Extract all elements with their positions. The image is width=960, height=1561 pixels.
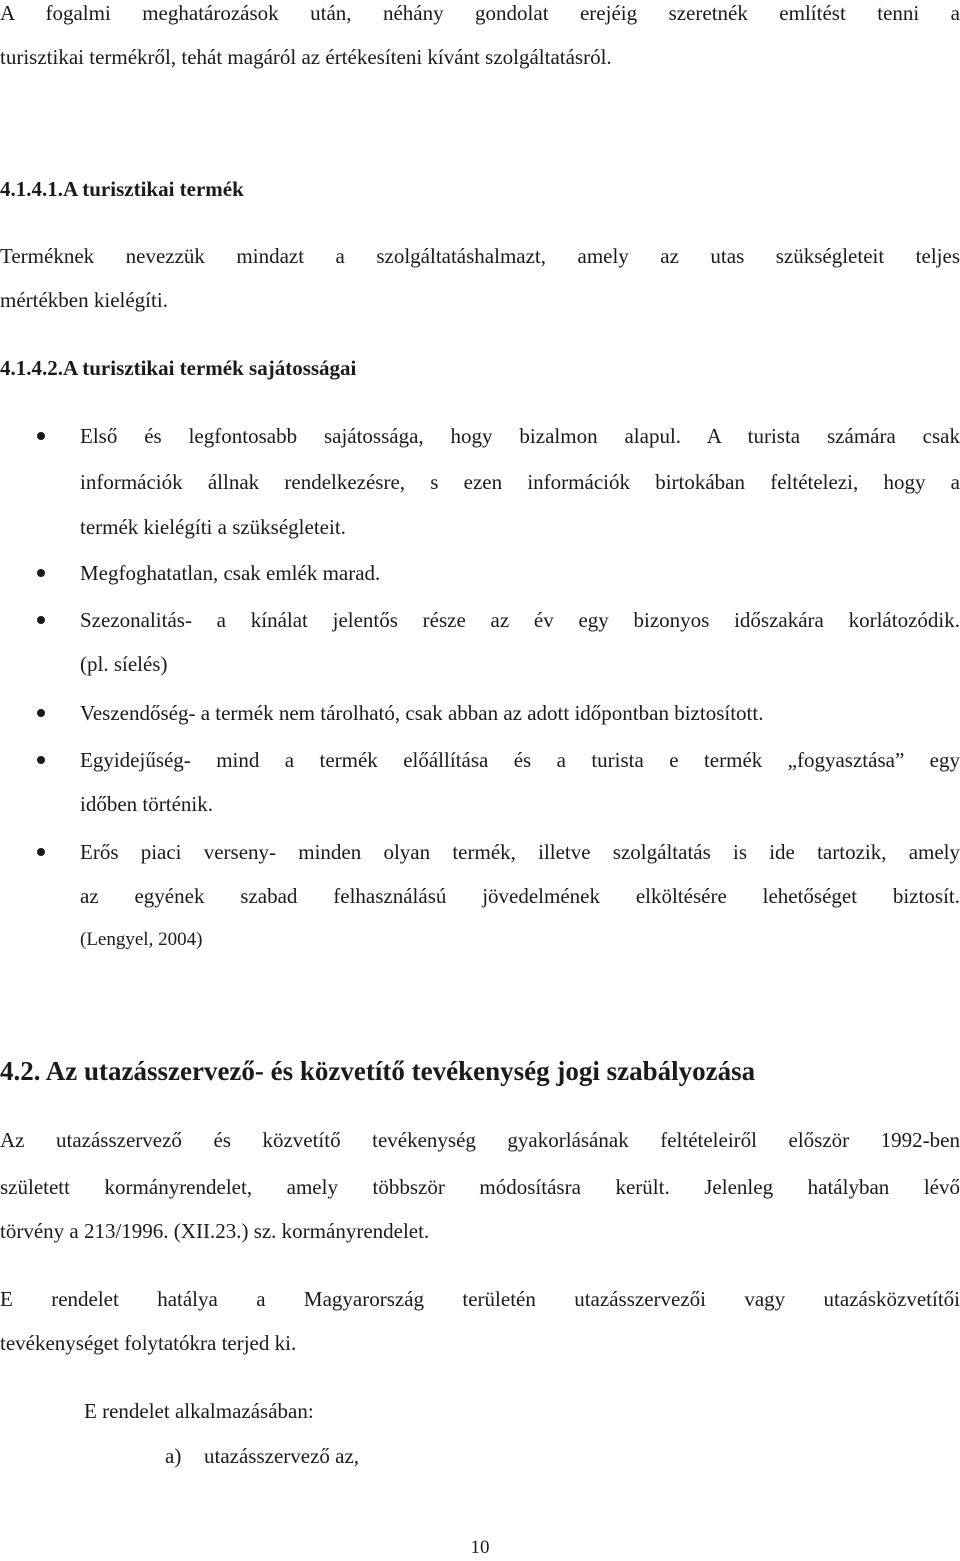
bullet-1-line-3: termék kielégíti a szükségleteit. [80, 515, 346, 539]
bullet-dot [37, 756, 45, 764]
bullet-1-line-1: Első és legfontosabb sajátossága, hogy bizalmon alapul. A turista számára csak [80, 424, 960, 448]
bullet-dot [37, 569, 45, 577]
bullet-6-line-2: az egyének szabad felhasználású jövedelmének elköltésére lehetőséget biztosít. [80, 884, 960, 908]
bullet-4-line-1: Veszendőség- a termék nem tárolható, csak abban az adott időpontban biztosított. [80, 701, 764, 725]
list-a-marker: a) [165, 1444, 182, 1468]
bullet-2-line-1: Megfoghatatlan, csak emlék marad. [80, 561, 381, 585]
heading-4142: 4.1.4.2.A turisztikai termék sajátosságai [0, 356, 357, 380]
heading-4141: 4.1.4.1.A turisztikai termék [0, 177, 244, 201]
bullet-dot [37, 709, 45, 717]
para-42-3: E rendelet alkalmazásában: [84, 1399, 314, 1423]
para-42-1-line-1: Az utazásszervező és közvetítő tevékenység gyakorlásának feltételeiről először 1992-ben [0, 1128, 960, 1152]
bullet-1-line-2: információk állnak rendelkezésre, s ezen információk birtokában feltételezi, hogy a [80, 470, 960, 494]
bullet-dot [37, 432, 45, 440]
bullet-5-line-2: időben történik. [80, 792, 213, 816]
page-number: 10 [470, 1537, 490, 1558]
para-4141-line-1: Terméknek nevezzük mindazt a szolgáltatáshalmazt, amely az utas szükségleteit teljes [0, 244, 960, 268]
list-a-text: utazásszervező az, [204, 1444, 360, 1468]
para-42-2-line-1: E rendelet hatálya a Magyarország területén utazásszervezői vagy utazásközvetítői [0, 1287, 960, 1311]
para-42-2-line-2: tevékenységet folytatókra terjed ki. [0, 1331, 297, 1355]
para-42-1-line-3: törvény a 213/1996. (XII.23.) sz. kormányrendelet. [0, 1219, 430, 1243]
bullet-5-line-1: Egyidejűség- mind a termék előállítása és a turista e termék „fogyasztása” egy [80, 748, 960, 772]
bullet-3-line-1: Szezonalitás- a kínálat jelentős része az év egy bizonyos időszakára korlátozódik. [80, 608, 960, 632]
heading-42: 4.2. Az utazásszervező- és közvetítő tevékenység jogi szabályozása [0, 1056, 756, 1086]
para-42-1-line-2: született kormányrendelet, amely többször módosításra került. Jelenleg hatályban lévő [0, 1175, 960, 1199]
intro-line-2: turisztikai termékről, tehát magáról az értékesíteni kívánt szolgáltatásról. [0, 45, 612, 69]
bullet-6-line-1: Erős piaci verseny- minden olyan termék, illetve szolgáltatás is ide tartozik, amely [80, 840, 960, 864]
para-4141-line-2: mértékben kielégíti. [0, 288, 168, 312]
bullet-dot [37, 616, 45, 624]
bullet-dot [37, 848, 45, 856]
bullet-3-line-2: (pl. síelés) [80, 652, 168, 676]
intro-line-1: A fogalmi meghatározások után, néhány gondolat erejéig szeretnék említést tenni a [0, 1, 960, 25]
bullet-6-citation: (Lengyel, 2004) [80, 929, 203, 950]
